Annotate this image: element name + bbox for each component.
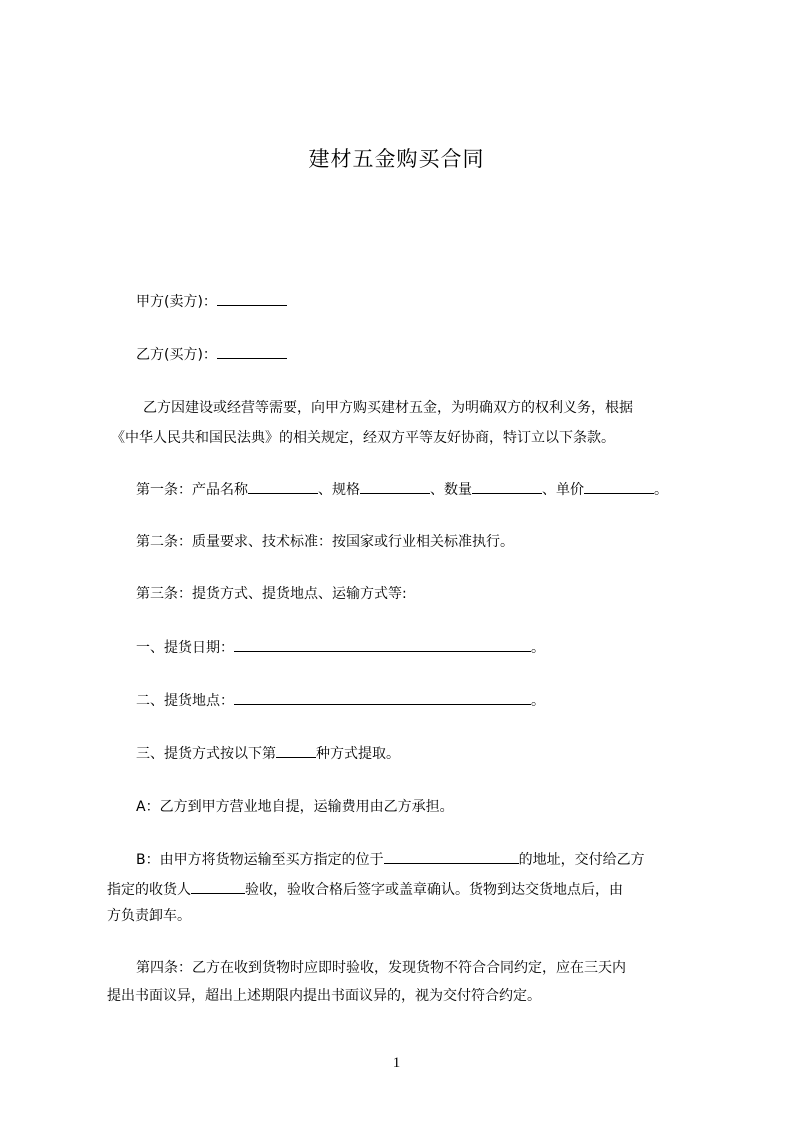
article-1-qty-label: 、数量	[430, 482, 472, 498]
delivery-place-line	[136, 691, 545, 711]
option-b-line2-suffix: 验收，验收合格后签字或盖章确认。货物到达交货地点后，由	[245, 882, 623, 898]
option-b-prefix: B：由甲方将货物运输至买方指定的位于	[136, 852, 384, 868]
option-b-line-2	[107, 880, 623, 900]
option-a: A：乙方到甲方营业地自提，运输费用由乙方承担。	[136, 799, 454, 815]
article-1-spec-label: 、规格	[318, 482, 360, 498]
delivery-date-blank[interactable]	[234, 639, 531, 652]
article-3: 第三条：提货方式、提货地点、运输方式等:	[136, 586, 407, 602]
article-4-line-2: 提出书面议异，超出上述期限内提出书面议异的，视为交付符合约定。	[107, 988, 541, 1004]
article-2: 第二条：质量要求、技术标准：按国家或行业相关标准执行。	[136, 534, 514, 550]
document-title: 建材五金购买合同	[308, 147, 485, 171]
delivery-place-end: 。	[531, 693, 545, 709]
preamble-line-2: 《中华人民共和国民法典》的相关规定，经双方平等友好协商，特订立以下条款。	[111, 430, 615, 446]
option-b-line2-prefix: 指定的收货人	[107, 882, 191, 898]
article-1-prefix: 第一条：产品名称	[136, 482, 248, 498]
party-b-line	[136, 345, 287, 365]
preamble-line-1: 乙方因建设或经营等需要，向甲方购买建材五金，为明确双方的权利义务，根据	[143, 400, 633, 416]
article-1-price-label: 、单价	[542, 482, 584, 498]
delivery-date-end: 。	[531, 640, 545, 656]
receiver-blank[interactable]	[191, 881, 245, 894]
unit-price-blank[interactable]	[584, 481, 654, 494]
spec-blank[interactable]	[360, 481, 430, 494]
article-4-line-1: 第四条：乙方在收到货物时应即时验收，发现货物不符合合同约定，应在三天内	[136, 960, 626, 976]
article-1-end: 。	[654, 482, 668, 498]
party-a-blank[interactable]	[217, 293, 287, 306]
delivery-place-label: 二、提货地点：	[136, 693, 234, 709]
quantity-blank[interactable]	[472, 481, 542, 494]
party-b-blank[interactable]	[217, 346, 287, 359]
article-1	[136, 480, 668, 500]
party-a-line	[136, 292, 287, 312]
option-b-suffix: 的地址，交付给乙方	[518, 852, 645, 868]
delivery-date-label: 一、提货日期：	[136, 640, 234, 656]
page-number: 1	[392, 1055, 401, 1071]
delivery-place-blank[interactable]	[234, 692, 531, 705]
delivery-method-line	[136, 744, 400, 764]
delivery-address-blank[interactable]	[384, 851, 519, 864]
option-b-line-1	[136, 850, 645, 870]
party-b-label: 乙方(买方)：	[136, 347, 217, 363]
delivery-method-prefix: 三、提货方式按以下第	[136, 746, 276, 762]
product-name-blank[interactable]	[248, 481, 318, 494]
delivery-date-line	[136, 638, 545, 658]
delivery-method-blank[interactable]	[276, 745, 316, 758]
option-b-line-3: 方负责卸车。	[107, 908, 191, 924]
party-a-label: 甲方(卖方)：	[136, 294, 217, 310]
delivery-method-suffix: 种方式提取。	[316, 746, 400, 762]
